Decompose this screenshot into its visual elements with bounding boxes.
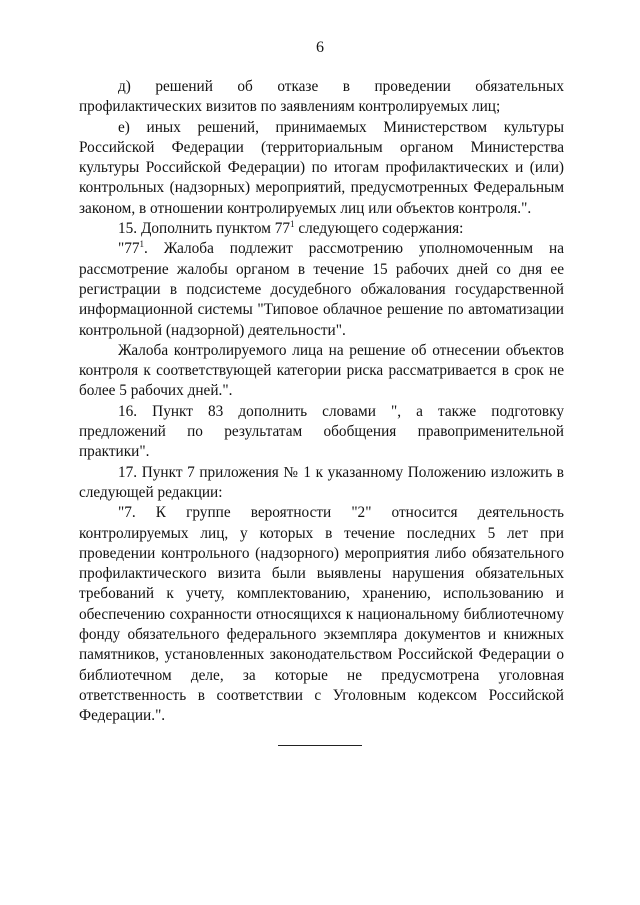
paragraph-complaint-term: Жалоба контролируемого лица на решение об отнесении объектов контроля к соответствующей категории риска рассматривается в срок не более 5 рабочих дней.". — [79, 341, 564, 400]
document-body — [79, 77, 564, 727]
page-number: 6 — [316, 39, 324, 56]
paragraph-item-d: д) решений об отказе в проведении обязательных профилактических визитов по заявлениям контролируемых лиц; — [79, 78, 564, 116]
point-15-text-before: 15. Дополнить пунктом 77 — [118, 220, 291, 238]
paragraph-point-17: 17. Пункт 7 приложения № 1 к указанному Положению изложить в следующей редакции: — [79, 463, 564, 501]
paragraph-point-77-1 — [79, 239, 564, 340]
point-15-superscript: 1 — [290, 218, 295, 229]
paragraph-item-e: е) иных решений, принимаемых Министерством культуры Российской Федерации (территориальным органом Министерства культуры Российской Федерации) по итогам профилактических и (или) контрольных (надзорных) мероприятий, предусмотренных Федеральным законом, в отношении контролируемых лиц или объектов контроля.". — [79, 118, 564, 217]
point-77-1-text-before: "77 — [118, 240, 140, 258]
point-77-1-text-after: . Жалоба подлежит рассмотрению уполномоченным на рассмотрение жалобы органом в течение 15 рабочих дней со дня ее регистрации в подсистеме досудебного обжалования государственной информационной системы "Типовое облачное решение по автоматизации контрольной (надзорной) деятельности". — [79, 240, 564, 339]
paragraph-point-15 — [79, 219, 564, 239]
point-77-1-superscript: 1 — [139, 239, 145, 250]
end-separator-line — [278, 745, 362, 746]
point-15-text-after: следующего содержания: — [294, 220, 464, 238]
paragraph-point-7-appendix: "7. К группе вероятности "2" относится деятельность контролируемых лиц, у которых в течение последних 5 лет при проведении контрольного (надзорного) мероприятия либо обязательного профилактического визита были выявлены нарушения обязательных требований к учету, комплектованию, хранению, использованию и обеспечению сохранности относящихся к национальному библиотечному фонду обязательного федерального экземпляра документов и книжных памятников, установленных законодательством Российской Федерации о библиотечном деле, за которые не предусмотрена уголовная ответственность в соответствии с Уголовным кодексом Российской Федерации.". — [79, 504, 564, 725]
paragraph-point-16: 16. Пункт 83 дополнить словами ", а также подготовку предложений по результатам обобщения правоприменительной практики". — [79, 402, 564, 461]
